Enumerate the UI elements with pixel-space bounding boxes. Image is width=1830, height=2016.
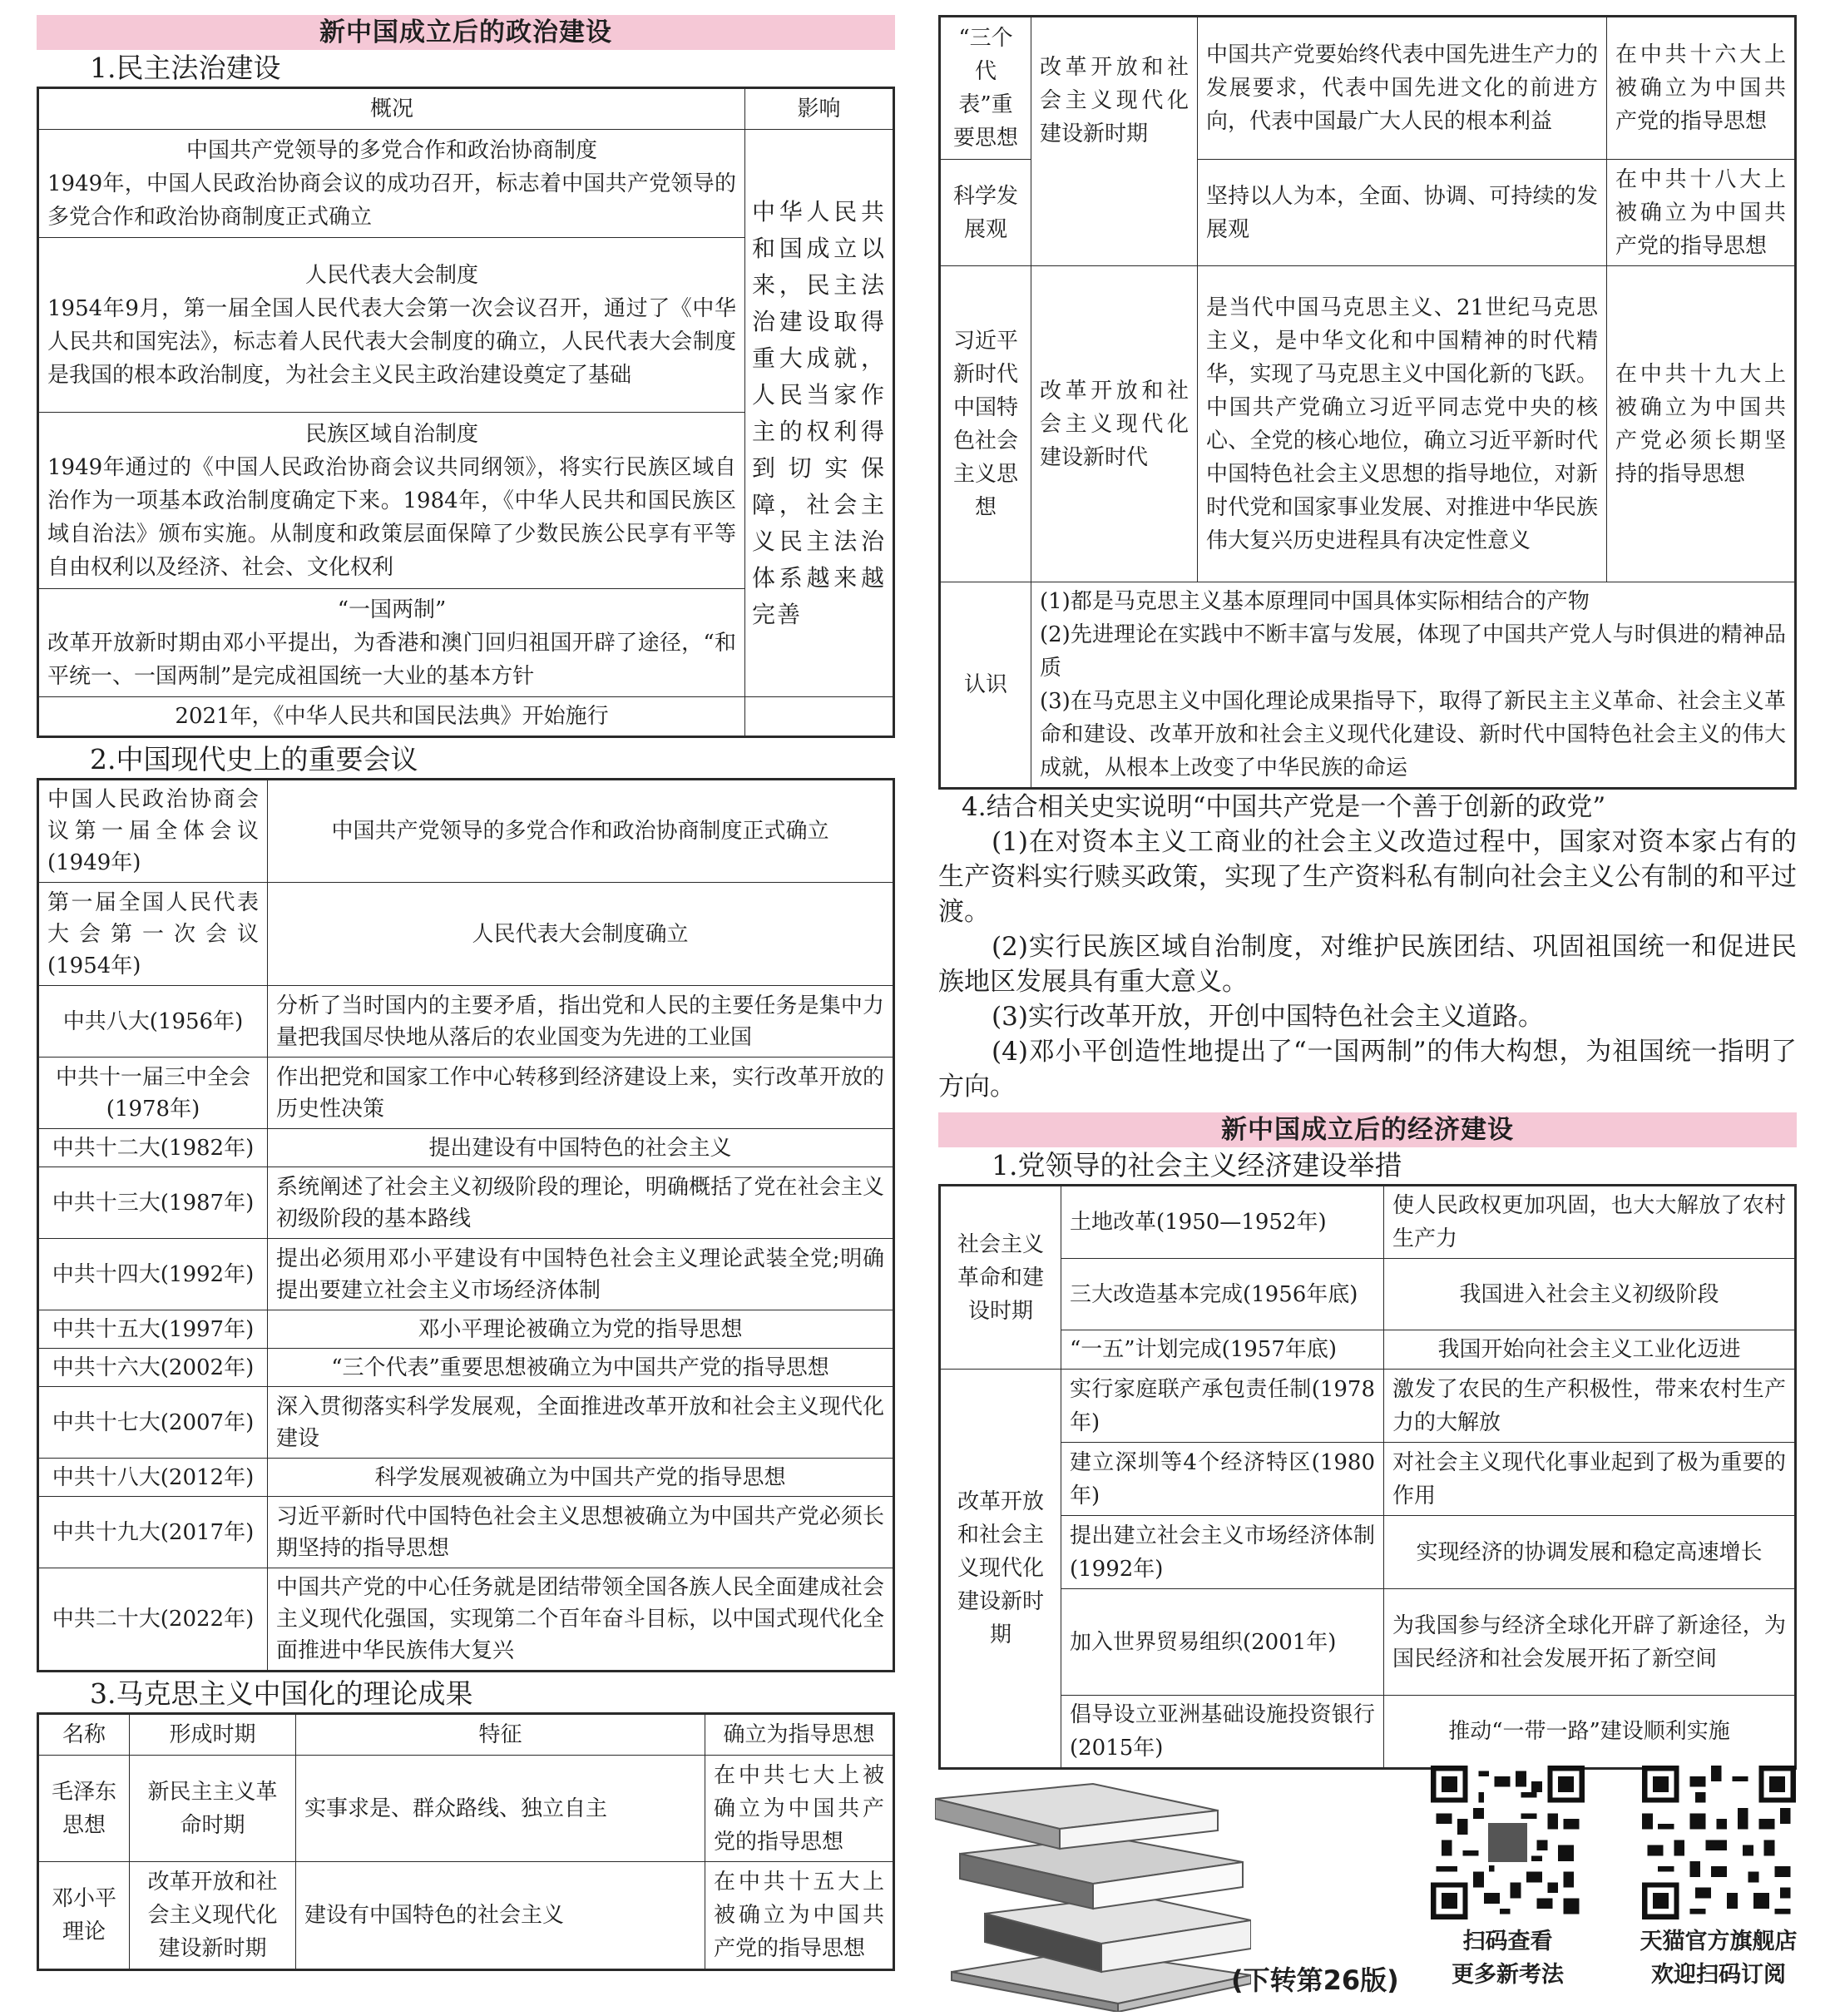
section-economy-title: 1.党领导的社会主义经济建设举措 (992, 1149, 1402, 1181)
economy-measure: 建立深圳等4个经济特区(1980年) (1061, 1443, 1384, 1516)
economy-table (938, 1184, 1797, 1770)
theory-name: 毛泽东思想 (38, 1756, 130, 1862)
section-democracy-title: 1.民主法治建设 (90, 52, 281, 84)
impact-cell: 中华人民共和国成立以来，民主法治建设取得重大成就，人民当家作主的权利得到切实保障，社会主义民主法治体系越来越完善 (745, 130, 894, 697)
system-cell (38, 589, 745, 697)
economy-effect: 对社会主义现代化事业起到了极为重要的作用 (1384, 1443, 1796, 1516)
meeting-content: 提出必须用邓小平建设有中国特色社会主义理论武装全党;明确提出要建立社会主义市场经济体制 (268, 1239, 894, 1310)
left-column (37, 15, 895, 1971)
economy-measure: 加入世界贸易组织(2001年) (1061, 1589, 1384, 1696)
theory-feature: 实事求是、群众路线、独立自主 (296, 1756, 705, 1862)
theory-name: 邓小平理论 (38, 1862, 130, 1970)
theory-feature: 建设有中国特色的社会主义 (296, 1862, 705, 1970)
meeting-name: 中共十五大(1997年) (38, 1310, 268, 1349)
meeting-name: 中共十七大(2007年) (38, 1387, 268, 1459)
meeting-name: 中共十一届三中全会(1978年) (38, 1058, 268, 1129)
insight-item: (1)都是马克思主义基本原理同中国具体实际相结合的产物 (1040, 589, 1590, 614)
header-name: 名称 (38, 1714, 130, 1756)
theory-status: 在中共十六大上被确立为中国共产党的指导思想 (1607, 17, 1796, 160)
system-title: “一国两制” (337, 597, 447, 622)
economy-effect: 我国开始向社会主义工业化迈进 (1384, 1330, 1796, 1370)
economy-measure: 倡导设立亚洲基础设施投资银行(2015年) (1061, 1696, 1384, 1769)
economy-period: 改革开放和社会主义现代化建设新时期 (940, 1370, 1061, 1769)
system-cell (38, 238, 745, 413)
meeting-content: 深入贯彻落实科学发展观，全面推进改革开放和社会主义现代化建设 (268, 1387, 894, 1459)
meeting-content: 提出建设有中国特色的社会主义 (268, 1129, 894, 1167)
theory-name: “三个代表”重要思想 (940, 17, 1031, 160)
theory-feature: 是当代中国马克思主义、21世纪马克思主义，是中华文化和中国精神的时代精华，实现了马克思主义中国化新的飞跃。中国共产党确立习近平同志党中央的核心、全党的核心地位，确立习近平新时代中国特色社会主义思想的指导地位，对新时代党和国家事业发展、对推进中华民族伟大复兴历史进程具有决定性意义 (1198, 266, 1607, 582)
footer-area (935, 1762, 1800, 2016)
meeting-name: 中国人民政治协商会议第一届全体会议(1949年) (38, 780, 268, 883)
meeting-content: 科学发展观被确立为中国共产党的指导思想 (268, 1459, 894, 1497)
section-meetings-title: 2.中国现代史上的重要会议 (90, 743, 418, 775)
insight-cell (1031, 582, 1796, 789)
economy-effect: 推动“一带一路”建设顺利实施 (1384, 1696, 1796, 1769)
meeting-content: 中国共产党的中心任务就是团结带领全国各族人民全面建成社会主义现代化强国，实现第二个百年奋斗目标，以中国式现代化全面推进中华民族伟大复兴 (268, 1568, 894, 1672)
economy-measure: 土地改革(1950—1952年) (1061, 1186, 1384, 1259)
qr2-caption (1619, 1925, 1818, 1992)
section-innovation-title: 4.结合相关史实说明“中国共产党是一个善于创新的政党” (962, 792, 1606, 822)
economy-measure: 三大改造基本完成(1956年底) (1061, 1259, 1384, 1330)
meeting-name: 中共八大(1956年) (38, 986, 268, 1058)
innovation-point: (4)邓小平创造性地提出了“一国两制”的伟大构想，为祖国统一指明了方向。 (938, 1037, 1797, 1102)
system-text: 改革开放新时期由邓小平提出，为香港和澳门回归祖国开辟了途径，“和平统一、一国两制”是完成祖国统一大业的基本方针 (47, 630, 736, 689)
meeting-content: 习近平新时代中国特色社会主义思想被确立为中国共产党必须长期坚持的指导思想 (268, 1497, 894, 1568)
meeting-content: 分析了当时国内的主要矛盾，指出党和人民的主要任务是集中力量把我国尽快地从落后的农业国变为先进的工业国 (268, 986, 894, 1058)
insight-label: 认识 (940, 582, 1031, 789)
innovation-point: (1)在对资本主义工商业的社会主义改造过程中，国家对资本家占有的生产资料实行赎买政策，实现了生产资料私有制向社会主义公有制的和平过渡。 (938, 827, 1797, 927)
books-illustration (935, 1762, 1251, 2012)
header-period: 形成时期 (130, 1714, 296, 1756)
qr-code-store-icon[interactable] (1642, 1766, 1796, 1919)
theory-name: 科学发展观 (940, 160, 1031, 266)
theory-feature: 中国共产党要始终代表中国先进生产力的发展要求，代表中国先进文化的前进方向，代表中国最广大人民的根本利益 (1198, 17, 1607, 160)
qr2-caption-line: 欢迎扫码订阅 (1651, 1962, 1786, 1988)
politics-banner: 新中国成立后的政治建设 (37, 15, 895, 50)
qr1-caption (1422, 1925, 1593, 1992)
economy-period: 社会主义革命和建设时期 (940, 1186, 1061, 1370)
economy-effect: 实现经济的协调发展和稳定高速增长 (1384, 1516, 1796, 1589)
meetings-table (37, 778, 895, 1672)
qr-code-exam-icon[interactable] (1431, 1766, 1585, 1919)
system-cell (38, 130, 745, 238)
qr1-caption-line: 更多新考法 (1452, 1962, 1564, 1988)
economy-effect: 使人民政权更加巩固，也大大解放了农村生产力 (1384, 1186, 1796, 1259)
header-overview: 概况 (38, 88, 745, 130)
economy-effect: 为我国参与经济全球化开辟了新途径，为国民经济和社会发展开拓了新空间 (1384, 1589, 1796, 1696)
meeting-name: 第一届全国人民代表大会第一次会议(1954年) (38, 883, 268, 986)
meeting-name: 中共十四大(1992年) (38, 1239, 268, 1310)
meeting-name: 中共十六大(2002年) (38, 1349, 268, 1387)
header-impact: 影响 (745, 88, 894, 130)
insight-item: (2)先进理论在实践中不断丰富与发展，体现了中国共产党人与时俱进的精神品质 (1040, 622, 1786, 681)
economy-measure: 实行家庭联产承包责任制(1978年) (1061, 1370, 1384, 1443)
theory-table-part1 (37, 1712, 895, 1971)
system-title: 中国共产党领导的多党合作和政治协商制度 (185, 137, 597, 163)
theory-period: 新民主主义革命时期 (130, 1756, 296, 1862)
meeting-content: 系统阐述了社会主义初级阶段的理论，明确概括了党在社会主义初级阶段的基本路线 (268, 1167, 894, 1239)
system-title: 民族区域自治制度 (304, 421, 478, 447)
theory-period: 改革开放和社会主义现代化建设新时期 (130, 1862, 296, 1970)
section-theory-title: 3.马克思主义中国化的理论成果 (90, 1677, 473, 1710)
meeting-content: 邓小平理论被确立为党的指导思想 (268, 1310, 894, 1349)
header-status: 确立为指导思想 (705, 1714, 894, 1756)
theory-status: 在中共十八大上被确立为中国共产党的指导思想 (1607, 160, 1796, 266)
innovation-point: (2)实行民族区域自治制度，对维护民族团结、巩固祖国统一和促进民族地区发展具有重大意义。 (938, 932, 1797, 997)
meeting-content: 中国共产党领导的多党合作和政治协商制度正式确立 (268, 780, 894, 883)
theory-status: 在中共十九大上被确立为中国共产党必须长期坚持的指导思想 (1607, 266, 1796, 582)
theory-period: 改革开放和社会主义现代化建设新时代 (1031, 266, 1198, 582)
meeting-name: 中共十三大(1987年) (38, 1167, 268, 1239)
qr2-caption-line: 天猫官方旗舰店 (1640, 1929, 1798, 1954)
meeting-content: “三个代表”重要思想被确立为中国共产党的指导思想 (268, 1349, 894, 1387)
meeting-name: 中共十二大(1982年) (38, 1129, 268, 1167)
economy-measure: 提出建立社会主义市场经济体制(1992年) (1061, 1516, 1384, 1589)
economy-measure: “一五”计划完成(1957年底) (1061, 1330, 1384, 1370)
economy-banner: 新中国成立后的经济建设 (938, 1112, 1797, 1147)
theory-status: 在中共十五大上被确立为中国共产党的指导思想 (705, 1862, 894, 1970)
right-column (938, 15, 1797, 1770)
economy-effect: 激发了农民的生产积极性，带来农村生产力的大解放 (1384, 1370, 1796, 1443)
meeting-content: 人民代表大会制度确立 (268, 883, 894, 986)
meeting-name: 中共十九大(2017年) (38, 1497, 268, 1568)
qr1-caption-line: 扫码查看 (1462, 1929, 1553, 1954)
system-text: 1949年，中国人民政治协商会议的成功召开，标志着中国共产党领导的多党合作和政治协商制度正式确立 (47, 171, 736, 230)
system-text: 1954年9月，第一届全国人民代表大会第一次会议召开，通过了《中华人民共和国宪法》，标志着人民代表大会制度的确立，人民代表大会制度是我国的根本政治制度，为社会主义民主政治建设奠定了基础 (47, 295, 736, 388)
democracy-table (37, 87, 895, 738)
system-title: 人民代表大会制度 (304, 262, 478, 288)
innovation-section (938, 790, 1797, 1104)
innovation-point: (3)实行改革开放，开创中国特色社会主义道路。 (992, 1002, 1544, 1032)
system-text: 1949年通过的《中国人民政治协商会议共同纲领》，将实行民族区域自治作为一项基本政治制度确定下来。1984年，《中华人民共和国民族区域自治法》颁布实施。从制度和政策层面保障了少数民族公民享有平等自由权利以及经济、社会、文化权利 (47, 454, 736, 580)
meeting-name: 中共十八大(2012年) (38, 1459, 268, 1497)
continued-note: (下转第26版) (1231, 1964, 1399, 1996)
meeting-content: 作出把党和国家工作中心转移到经济建设上来，实行改革开放的历史性决策 (268, 1058, 894, 1129)
insight-item: (3)在马克思主义中国化理论成果指导下，取得了新民主主义革命、社会主义革命和建设、改革开放和社会主义现代化建设、新时代中国特色社会主义的伟大成就，从根本上改变了中华民族的命运 (1040, 689, 1786, 780)
economy-effect: 我国进入社会主义初级阶段 (1384, 1259, 1796, 1330)
theory-period: 改革开放和社会主义现代化建设新时期 (1031, 17, 1198, 266)
system-cell (38, 413, 745, 589)
meeting-name: 中共二十大(2022年) (38, 1568, 268, 1672)
theory-name: 习近平新时代中国特色社会主义思想 (940, 266, 1031, 582)
theory-feature: 坚持以人为本，全面、协调、可持续的发展观 (1198, 160, 1607, 266)
empty-cell (745, 697, 894, 737)
header-feature: 特征 (296, 1714, 705, 1756)
theory-table-part2 (938, 15, 1797, 790)
civil-code-cell: 2021年，《中华人民共和国民法典》开始施行 (38, 697, 745, 737)
theory-status: 在中共七大上被确立为中国共产党的指导思想 (705, 1756, 894, 1862)
